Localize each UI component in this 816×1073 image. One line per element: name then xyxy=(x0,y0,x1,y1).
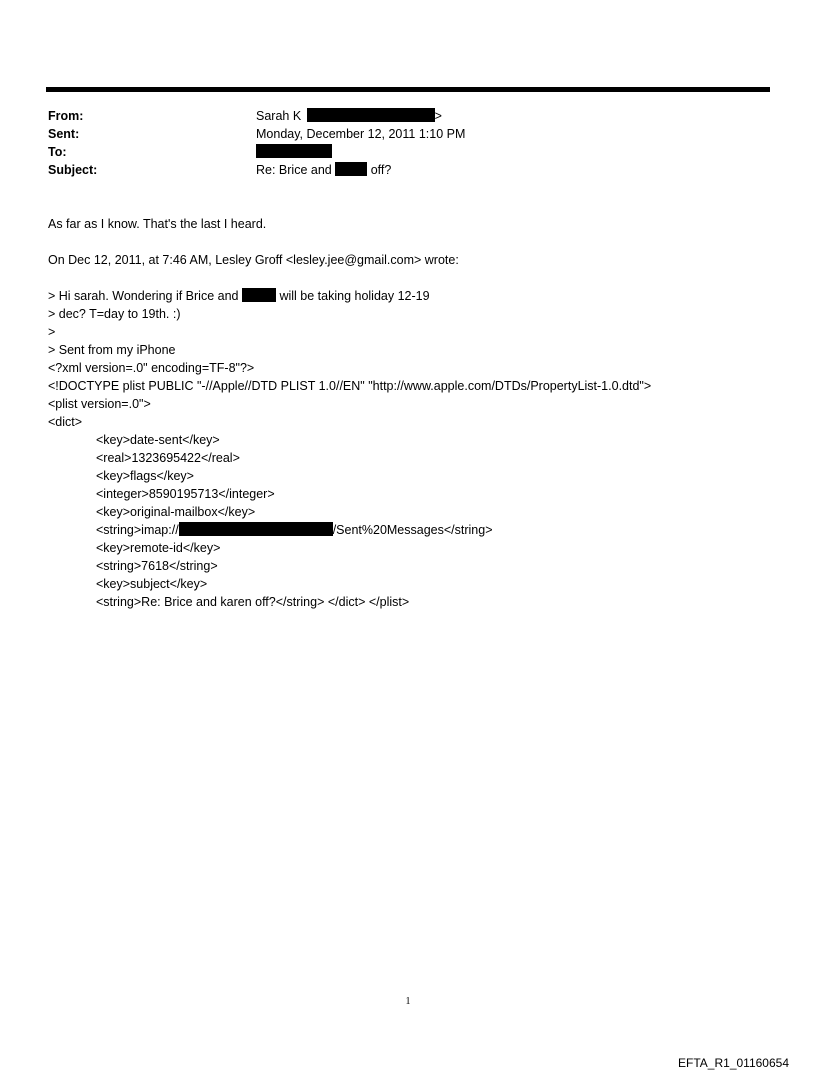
doctype-line: <!DOCTYPE plist PUBLIC "-//Apple//DTD PLIST 1.0//EN" "http://www.apple.com/DTDs/PropertyList-1.0.dtd"> xyxy=(48,379,652,393)
reply-text: As far as I know. That's the last I heard. xyxy=(48,217,267,231)
plist-line: <string>Re: Brice and karen off?</string> </dict> </plist> xyxy=(96,595,410,609)
plist-line: <string>7618</string> xyxy=(96,559,218,573)
subject-value xyxy=(256,161,391,179)
redaction-box xyxy=(335,162,367,176)
plist-line: <real>1323695422</real> xyxy=(96,451,240,465)
to-value xyxy=(256,143,332,161)
attribution-line: On Dec 12, 2011, at 7:46 AM, Lesley Groff <lesley.jee@gmail.com> wrote: xyxy=(48,253,459,267)
bates-number: EFTA_R1_01160654 xyxy=(678,1056,789,1070)
plist-line: <key>remote-id</key> xyxy=(96,541,221,555)
dict-open: <dict> xyxy=(48,415,83,429)
from-tail: > xyxy=(434,109,442,123)
imap-suffix: /Sent%20Messages</string> xyxy=(332,523,493,537)
from-name: Sarah K xyxy=(256,109,302,123)
xml-declaration: <?xml version=.0" encoding=TF-8"?> xyxy=(48,361,255,375)
redaction-box xyxy=(179,522,333,536)
to-label: To: xyxy=(48,145,67,159)
quote-line: > xyxy=(48,325,56,339)
subject-label: Subject: xyxy=(48,163,98,177)
subject-prefix: Re: Brice and xyxy=(256,163,332,177)
page-number: 1 xyxy=(405,996,411,1007)
imap-line xyxy=(96,521,493,539)
plist-line: <key>subject</key> xyxy=(96,577,208,591)
sent-label: Sent: xyxy=(48,127,80,141)
from-value xyxy=(256,107,442,125)
quote-text: will be taking holiday 12-19 xyxy=(279,289,430,303)
plist-line: <key>original-mailbox</key> xyxy=(96,505,256,519)
plist-line: <integer>8590195713</integer> xyxy=(96,487,275,501)
imap-prefix: <string>imap:// xyxy=(96,523,179,537)
quote-line xyxy=(48,287,430,305)
plist-open: <plist version=.0"> xyxy=(48,397,151,411)
plist-line: <key>flags</key> xyxy=(96,469,194,483)
subject-suffix: off? xyxy=(370,163,392,177)
header-rule xyxy=(46,87,770,92)
sent-value: Monday, December 12, 2011 1:10 PM xyxy=(256,127,466,141)
plist-line: <key>date-sent</key> xyxy=(96,433,220,447)
redaction-box xyxy=(242,288,276,302)
redaction-box xyxy=(256,144,332,158)
quote-line: > Sent from my iPhone xyxy=(48,343,176,357)
quote-line: > dec? T=day to 19th. :) xyxy=(48,307,181,321)
redaction-box xyxy=(307,108,435,122)
from-label: From: xyxy=(48,109,84,123)
quote-text: > Hi sarah. Wondering if Brice and xyxy=(48,289,239,303)
